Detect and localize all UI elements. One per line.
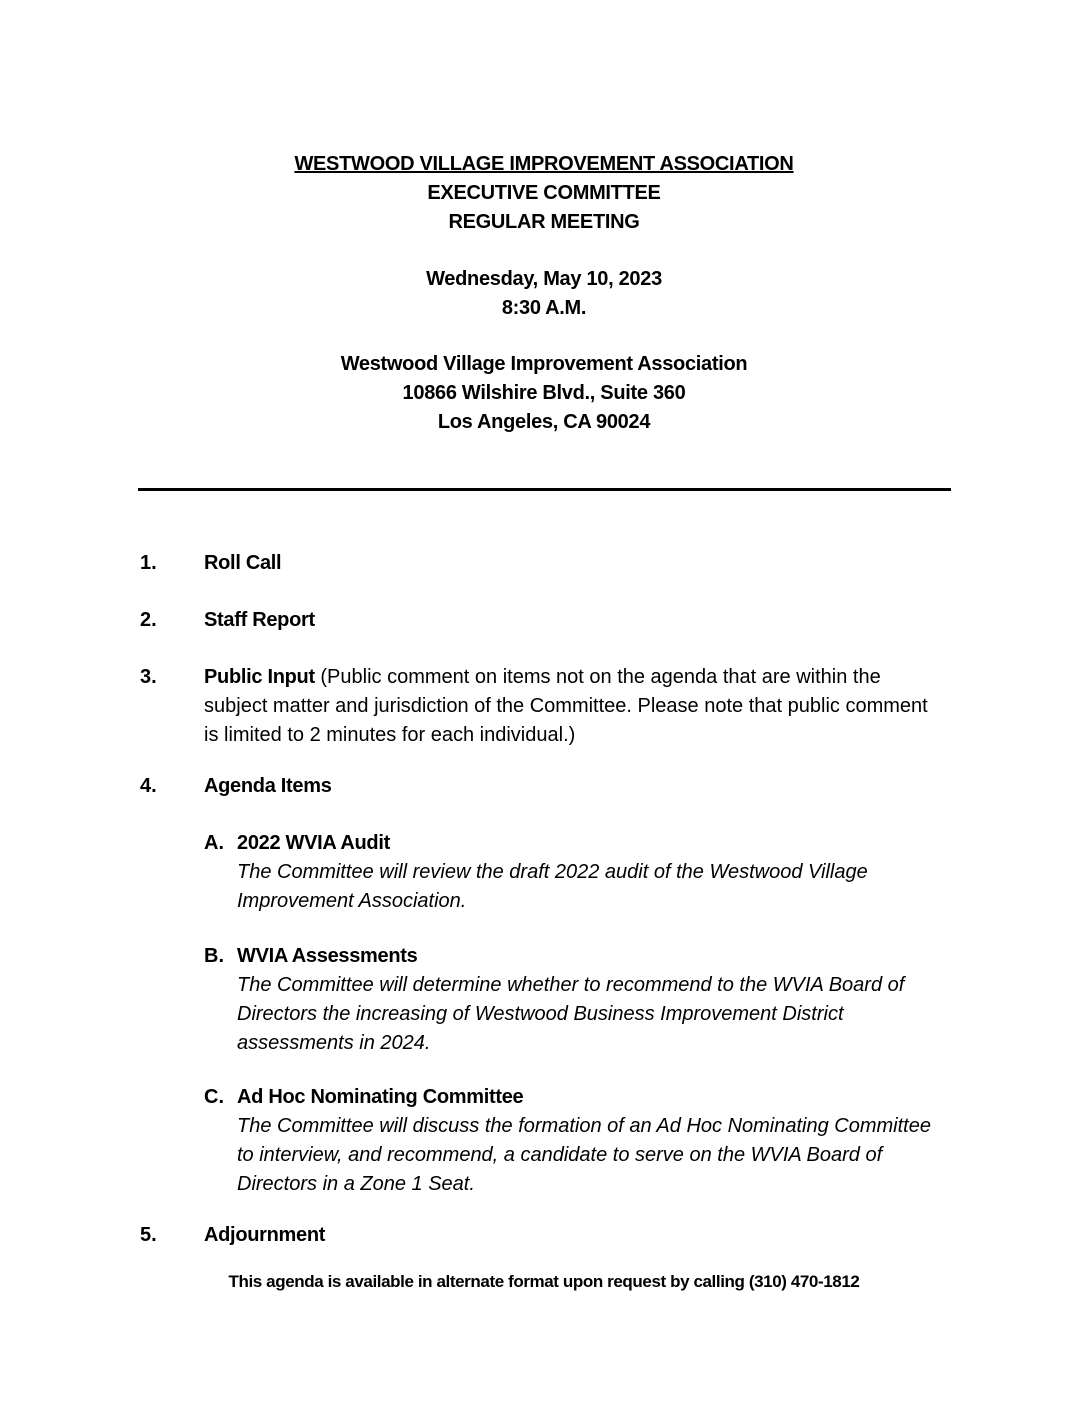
meeting-location — [0, 350, 1088, 437]
meeting-date: Wednesday, May 10, 2023 — [426, 268, 662, 290]
meeting-datetime — [0, 265, 1088, 323]
subitem-description: The Committee will determine whether to recommend to the WVIA Board of Directors the increasing of Westwood Business Improvement District assessments in 2024. — [237, 974, 905, 1054]
meeting-time: 8:30 A.M. — [501, 297, 587, 319]
subitem-description: The Committee will discuss the formation of an Ad Hoc Nominating Committee to interview, and recommend, a candidate to serve on the WVIA Board of Directors in a Zone 1 Seat. — [237, 1115, 931, 1195]
meeting-type: REGULAR MEETING — [448, 211, 640, 233]
subitem-letter: C. — [204, 1086, 224, 1108]
item-number: 2. — [140, 609, 157, 631]
item-number: 1. — [140, 552, 157, 574]
location-name: Westwood Village Improvement Association — [340, 353, 748, 375]
accessibility-notice: This agenda is available in alternate format upon request by calling (310) 470-1812 — [228, 1272, 860, 1291]
subitem-title: 2022 WVIA Audit — [237, 832, 390, 854]
subitem-letter: A. — [204, 832, 224, 854]
committee-title: EXECUTIVE COMMITTEE — [427, 182, 661, 204]
item-number: 4. — [140, 775, 157, 797]
item-number: 5. — [140, 1224, 157, 1246]
subitem-description: The Committee will review the draft 2022 audit of the Westwood Village Improvement Association. — [237, 861, 868, 912]
item-number: 3. — [140, 666, 157, 688]
item-label: Staff Report — [204, 609, 315, 631]
organization-title: WESTWOOD VILLAGE IMPROVEMENT ASSOCIATION — [294, 153, 794, 175]
item-description: (Public comment on items not on the agenda that are within the subject matter and jurisdiction of the Committee. Please note that public comment is limited to 2 minutes for each individual.) — [204, 666, 928, 746]
subitem-title: WVIA Assessments — [237, 945, 418, 967]
item-label: Roll Call — [204, 552, 282, 574]
item-label: Adjournment — [204, 1224, 326, 1246]
item-label: Agenda Items — [204, 775, 332, 797]
address-line-1: 10866 Wilshire Blvd., Suite 360 — [402, 382, 686, 404]
address-line-2: Los Angeles, CA 90024 — [437, 411, 651, 433]
header-divider — [138, 488, 951, 491]
subitem-letter: B. — [204, 945, 224, 967]
document-header — [0, 150, 1088, 237]
item-label: Public Input — [204, 666, 315, 688]
subitem-title: Ad Hoc Nominating Committee — [237, 1086, 524, 1108]
